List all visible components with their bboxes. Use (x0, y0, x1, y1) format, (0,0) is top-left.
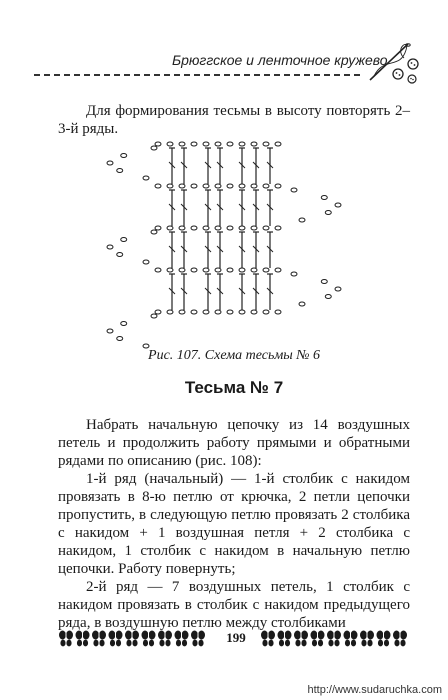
chain-symbol (155, 184, 161, 188)
butterfly-icon (360, 631, 374, 649)
chain-symbol (203, 268, 209, 272)
chain-symbol (227, 268, 233, 272)
butterfly-icon (278, 631, 292, 649)
stitch-symbol (181, 232, 187, 268)
butterfly-icon (191, 631, 205, 649)
watermark-url: http://www.sudaruchka.com (307, 684, 442, 696)
chain-symbol (107, 245, 113, 249)
running-header (34, 40, 414, 86)
butterfly-icon (294, 631, 308, 649)
chain-symbol (191, 310, 197, 314)
butterfly-icon (311, 631, 325, 649)
chain-symbol (275, 310, 281, 314)
chain-symbol (143, 176, 149, 180)
chain-symbol (251, 184, 257, 188)
chain-symbol (239, 226, 245, 230)
chain-symbol (239, 310, 245, 314)
chain-symbol (179, 226, 185, 230)
running-header-title: Брюггское и ленточное кружево (172, 52, 388, 68)
chain-symbol (107, 329, 113, 333)
chain-symbol (227, 226, 233, 230)
butterfly-icon (261, 631, 275, 649)
chain-symbol (321, 196, 327, 200)
stitch-symbol (169, 232, 175, 268)
chain-symbol (215, 226, 221, 230)
intro-paragraph: Для формирования тесьмы в высоту повторять 2–3-й ряды. (58, 103, 410, 137)
body-paragraph-1: Набрать начальную цепочку из 14 воздушных петель и продолжить работу прямыми и обратными рядами по описанию (рис. 108): (58, 417, 410, 469)
chain-symbol (179, 268, 185, 272)
stitch-symbol (253, 148, 259, 184)
chain-symbol (179, 142, 185, 146)
body-paragraph-2: 1-й ряд (начальный) — 1-й столбик с накидом провязать в 8-ю петлю от крючка, 2 петли цепочки пропустить, в следующую петлю провязать 2 столбика с накидом + 1 воздушная петля + 2 столбика с накидом, 1 столбик с накидом в начальную петлю цепочки. Работу повернуть; (58, 471, 410, 577)
stitch-symbol (253, 232, 259, 268)
stitch-symbol (239, 232, 245, 268)
stitch-symbol (205, 190, 211, 226)
stitch-symbol (169, 148, 175, 184)
butterfly-icon (59, 631, 73, 649)
stitch-symbol (267, 232, 273, 268)
chain-symbol (191, 184, 197, 188)
stitch-symbol (205, 232, 211, 268)
butterfly-icon (142, 631, 156, 649)
chain-symbol (335, 203, 341, 207)
chain-symbol (299, 218, 305, 222)
header-dashed-divider (34, 74, 360, 76)
chain-symbol (251, 142, 257, 146)
chain-symbol (155, 226, 161, 230)
chain-symbol (155, 310, 161, 314)
chain-symbol (191, 226, 197, 230)
chain-symbol (203, 310, 209, 314)
chain-symbol (203, 226, 209, 230)
stitch-symbol (217, 190, 223, 226)
sewing-needle-buttons-icon (364, 40, 420, 86)
chain-symbol (239, 142, 245, 146)
stitch-symbol (181, 274, 187, 310)
chain-symbol (191, 142, 197, 146)
chain-symbol (263, 184, 269, 188)
chain-symbol (239, 268, 245, 272)
butterfly-icon (377, 631, 391, 649)
chain-symbol (179, 184, 185, 188)
chain-symbol (151, 314, 157, 318)
stitch-symbol (239, 190, 245, 226)
chain-symbol (167, 268, 173, 272)
stitch-symbol (217, 232, 223, 268)
stitch-symbol (169, 274, 175, 310)
chain-symbol (227, 184, 233, 188)
butterfly-icon (125, 631, 139, 649)
chain-symbol (321, 280, 327, 284)
stitch-symbol (181, 190, 187, 226)
chain-symbol (263, 226, 269, 230)
chain-symbol (263, 268, 269, 272)
chain-symbol (167, 142, 173, 146)
chain-symbol (291, 188, 297, 192)
page-footer (58, 624, 410, 654)
butterfly-icon (344, 631, 358, 649)
chain-symbol (251, 310, 257, 314)
stitch-symbol (181, 148, 187, 184)
chain-symbol (121, 154, 127, 158)
stitch-symbol (169, 190, 175, 226)
chain-symbol (335, 287, 341, 291)
chain-symbol (263, 310, 269, 314)
butterfly-icon (109, 631, 123, 649)
chain-symbol (167, 310, 173, 314)
butterfly-border-icon (58, 624, 208, 654)
chain-symbol (275, 184, 281, 188)
body-paragraph-3: 2-й ряд — 7 воздушных петель, 1 столбик с накидом провязать в столбик с накидом предыдущего ряда, в воздушную петлю между столбиками (58, 579, 410, 631)
chain-symbol (121, 238, 127, 242)
chain-symbol (325, 295, 331, 299)
butterfly-icon (158, 631, 172, 649)
chain-symbol (325, 211, 331, 215)
stitch-symbol (253, 190, 259, 226)
butterfly-icon (76, 631, 90, 649)
chain-symbol (155, 268, 161, 272)
chain-symbol (203, 184, 209, 188)
chain-symbol (143, 260, 149, 264)
chain-symbol (117, 169, 123, 173)
chain-symbol (121, 322, 127, 326)
stitch-symbol (267, 148, 273, 184)
chain-symbol (275, 142, 281, 146)
chain-symbol (107, 161, 113, 165)
stitch-symbol (205, 148, 211, 184)
chain-symbol (203, 142, 209, 146)
chain-symbol (167, 226, 173, 230)
figure-caption: Рис. 107. Схема тесьмы № 6 (148, 348, 320, 363)
page-number: 199 (226, 630, 246, 645)
chain-symbol (215, 310, 221, 314)
butterfly-icon (327, 631, 341, 649)
stitch-symbol (205, 274, 211, 310)
butterfly-icon (175, 631, 189, 649)
stitch-symbol (239, 148, 245, 184)
chain-symbol (179, 310, 185, 314)
crochet-chart-figure-107 (96, 134, 346, 352)
stitch-symbol (253, 274, 259, 310)
stitch-symbol (217, 274, 223, 310)
stitch-symbol (217, 148, 223, 184)
chain-symbol (251, 268, 257, 272)
chain-symbol (275, 268, 281, 272)
chain-symbol (215, 142, 221, 146)
stitch-symbol (267, 190, 273, 226)
chain-symbol (239, 184, 245, 188)
chain-symbol (251, 226, 257, 230)
butterfly-border-icon (260, 624, 410, 654)
chain-symbol (167, 184, 173, 188)
chain-symbol (151, 146, 157, 150)
chain-symbol (117, 253, 123, 257)
chain-symbol (117, 337, 123, 341)
butterfly-icon (393, 631, 407, 649)
chain-symbol (151, 230, 157, 234)
chain-symbol (227, 142, 233, 146)
chain-symbol (215, 184, 221, 188)
butterfly-icon (92, 631, 106, 649)
chain-symbol (291, 272, 297, 276)
chain-symbol (275, 226, 281, 230)
section-title: Тесьма № 7 (184, 378, 284, 397)
chain-symbol (215, 268, 221, 272)
chain-symbol (263, 142, 269, 146)
chain-symbol (227, 310, 233, 314)
stitch-symbol (267, 274, 273, 310)
chain-symbol (191, 268, 197, 272)
chain-symbol (155, 142, 161, 146)
stitch-symbol (239, 274, 245, 310)
chain-symbol (299, 302, 305, 306)
